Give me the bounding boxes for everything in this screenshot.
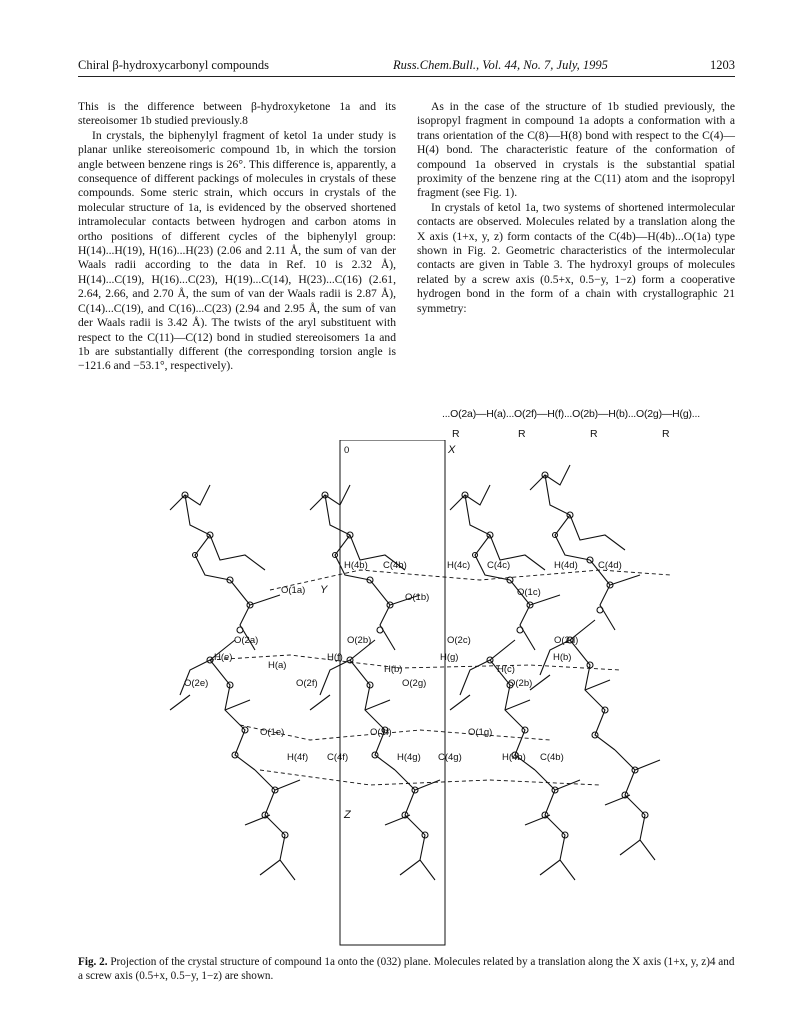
atom-label: C(4c)	[487, 560, 511, 571]
atom-label: C(4f)	[327, 752, 349, 763]
atom-label: O(1e)	[260, 727, 285, 738]
atom-label: H(4b)	[344, 560, 368, 571]
substituent-r: R	[662, 428, 670, 440]
atom-label: O(2d)	[554, 635, 579, 646]
atom-label: H(g)	[440, 652, 459, 663]
atom-label: H(e)	[214, 652, 233, 663]
atom-label: H(4f)	[287, 752, 309, 763]
atom-label: O(1f)	[370, 727, 392, 738]
crystal-structure-figure	[150, 440, 710, 950]
paragraph: In crystals, the biphenylyl fragment of ketol 1a under study is planar unlike stereoisomeric compound 1b, in which the torsion angle between benzene rings is 26°. This difference is, apparently, a consequence of different packings of molecules in crystals of these compounds. Some steric strain, which occurs in crystals of the molecular structure of 1a, is evidenced by the observed shortened intramolecular contacts between hydrogen and carbon atoms in ortho positions of different cycles of the biphenylyl group: H(14)...H(19), H(16)...H(23) (2.06 and 2.11 Å, the sum of van der Waals radii according to the data in Ref. 10 is 2.32 Å), H(14)...C(19), H(16)...C(23), H(19)...C(14), H(23)...C(16) (2.61, 2.64, 2.66, and 2.70 Å, the sum of van der Waals radii is 2.87 Å), C(14)...C(19), and C(16)...C(23) (2.94 and 2.95 Å, the sum of van der Waals radii is 3.42 Å). The twists of the aryl substituent with respect to the C(11)—C(12) bond in studied stereoisomers 1a and 1b are substantially different (the corresponding torsion angle is −121.6 and −53.1°, respectively).	[78, 128, 396, 373]
atom-label: O(1b)	[405, 592, 430, 603]
substituent-r: R	[518, 428, 526, 440]
atom-label: H(4c)	[447, 560, 471, 571]
atom-label: H(4b)	[502, 752, 526, 763]
y-axis-label: Y	[320, 584, 328, 596]
figure-caption	[78, 955, 738, 983]
atom-label: O(2e)	[184, 678, 209, 689]
atom-label: C(4d)	[598, 560, 622, 571]
hydrogen-bond-chain: ...O(2a)—H(a)...O(2f)—H(f)...O(2b)—H(b)...O(2g)—H(g)...	[442, 408, 700, 420]
atom-label: H(4d)	[554, 560, 578, 571]
atom-label: C(4g)	[438, 752, 462, 763]
atom-label: H(b)	[384, 664, 403, 675]
caption-text: Projection of the crystal structure of compound 1a onto the (032) plane. Molecules related by a translation along the X axis (1+x, y, z)4 and a screw axis (0.5+x, 0.5−y, 1−z) are shown.	[78, 956, 735, 982]
substituent-r: R	[590, 428, 598, 440]
paragraph: This is the difference between β-hydroxyketone 1a and its stereoisomer 1b studied previously.8	[78, 100, 396, 128]
atom-label: O(1c)	[517, 587, 541, 598]
right-column	[417, 100, 735, 316]
x-axis-label: X	[448, 444, 456, 456]
atom-label: O(1a)	[281, 585, 306, 596]
atom-label: O(2f)	[296, 678, 318, 689]
atom-label: H(a)	[268, 660, 287, 671]
caption-label: Fig. 2.	[78, 956, 108, 968]
atom-label: C(4b)	[383, 560, 407, 571]
atom-label: H(4g)	[397, 752, 421, 763]
left-column	[78, 100, 396, 374]
atom-label: H(c)	[497, 664, 515, 675]
header-title: Chiral β-hydroxycarbonyl compounds	[78, 58, 270, 72]
z-axis-label: Z	[344, 809, 351, 821]
atom-label: H(f)	[327, 652, 343, 663]
paragraph: As in the case of the structure of 1b studied previously, the isopropyl fragment in compound 1a adopts a conformation with a trans orientation of the C(8)—H(8) bond with respect to the C(4)—H(4) bond. The characteristic feature of the conformation of compound 1a observed in crystals is the substantial spatial proximity of the benzene ring at the C(11) atom and the isopropyl fragment (see Fig. 1).	[417, 100, 735, 200]
header-journal: Russ.Chem.Bull., Vol. 44, No. 7, July, 1995	[393, 58, 608, 72]
atom-label: C(4b)	[540, 752, 564, 763]
atom-label: O(2b)	[508, 678, 533, 689]
atom-label: O(2a)	[234, 635, 259, 646]
paragraph: In crystals of ketol 1a, two systems of shortened intermolecular contacts are observed. Molecules related by a translation along the X axis (1+x, y, z) form contacts of the C(4b)—H(4b)...O(1a) type shown in Fig. 2. Geometric characteristics of the intermolecular contacts are given in Table 3. The hydroxyl groups of molecules related by a screw axis (0.5+x, 0.5−y, 1−z) form a cooperative hydrogen bond in the form of a chain with crystallographic 21 symmetry:	[417, 200, 735, 315]
atom-label: O(1g)	[468, 727, 493, 738]
atom-label: O(2c)	[447, 635, 471, 646]
atom-label: O(2g)	[402, 678, 427, 689]
atom-label: O(2b)	[347, 635, 372, 646]
header-page-number: 1203	[710, 58, 735, 72]
substituent-r: R	[452, 428, 460, 440]
atom-label: H(b)	[553, 652, 572, 663]
unit-cell-frame	[340, 440, 445, 945]
running-header	[78, 56, 735, 77]
origin-label: 0	[344, 445, 350, 456]
